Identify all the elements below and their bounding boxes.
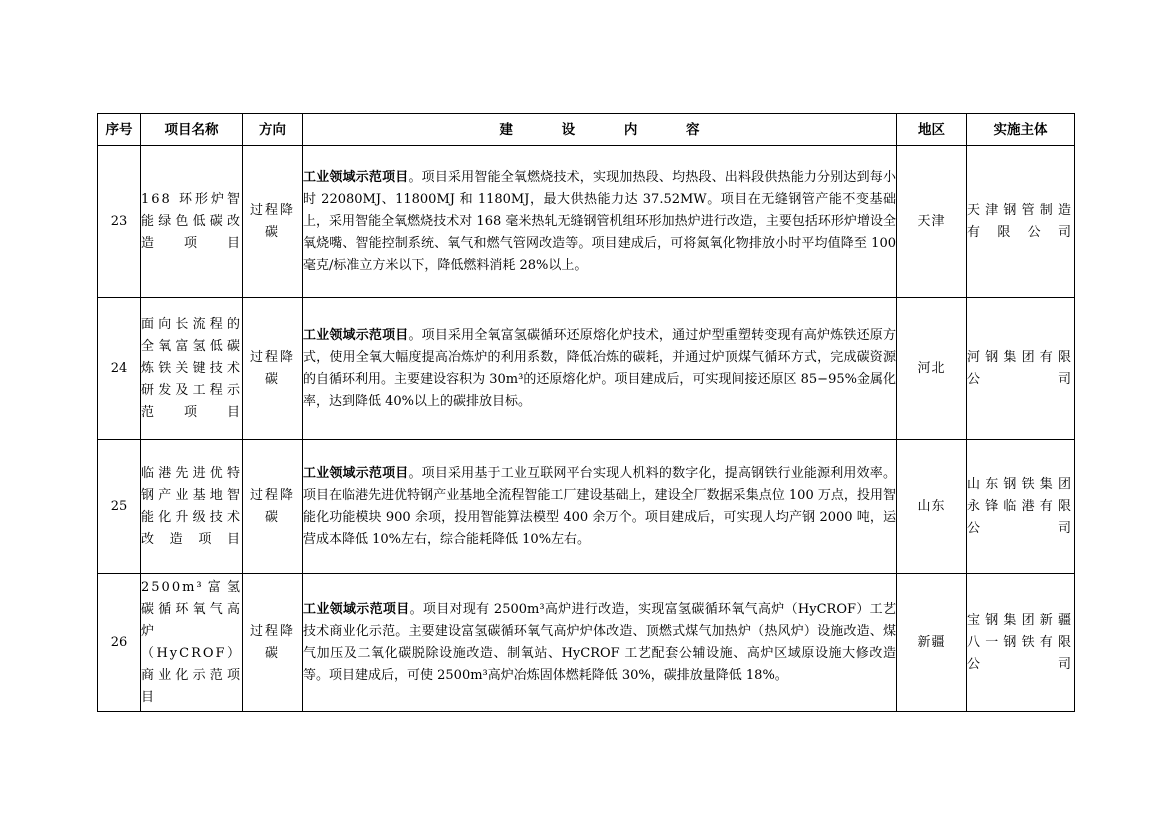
row-direction: 过程降碳 — [243, 146, 303, 298]
row-content — [303, 440, 897, 574]
table-row — [98, 574, 1075, 712]
row-region: 天津 — [897, 146, 967, 298]
row-direction: 过程降碳 — [243, 440, 303, 574]
row-name: 面向长流程的全氧富氢低碳炼铁关键技术研发及工程示范项目 — [141, 298, 243, 440]
table-row — [98, 298, 1075, 440]
row-entity: 宝钢集团新疆八一钢铁有限公司 — [967, 574, 1075, 712]
row-name: 2500m³富氢碳循环氧气高炉（HyCROF）商业化示范项目 — [141, 574, 243, 712]
row-content-text: 。项目采用智能全氧燃烧技术，实现加热段、均热段、出料段供热能力分别达到每小时 22080MJ、11800MJ 和 1180MJ，最大供热能力达 37.52MW。项目在无缝钢管产能不变基础上，采用智能全氧燃烧技术对 168 毫米热轧无缝钢管机组环形加热炉进行改造，主要包括环形炉增设全氧烧嘴、智能控制系统、氧气和燃气管网改造等。项目建成后，可将氮氧化物排放小时平均值降至 100 毫克/标准立方米以下，降低燃料消耗 28%以上。 — [303, 169, 896, 273]
row-content — [303, 574, 897, 712]
row-name: 临港先进优特钢产业基地智能化升级技术改造项目 — [141, 440, 243, 574]
row-no: 23 — [98, 146, 141, 298]
table-row — [98, 146, 1075, 298]
row-no: 24 — [98, 298, 141, 440]
row-no: 26 — [98, 574, 141, 712]
row-entity: 天津钢管制造有限公司 — [967, 146, 1075, 298]
row-direction: 过程降碳 — [243, 574, 303, 712]
row-region: 山东 — [897, 440, 967, 574]
header-content: 建 设 内 容 — [303, 114, 897, 146]
row-content-text: 。项目对现有 2500m³高炉进行改造，实现富氢碳循环氧气高炉（HyCROF）工艺技术商业化示范。主要建设富氢碳循环氧气高炉炉体改造、顶燃式煤气加热炉（热风炉）设施改造、煤气加压及二氧化碳脱除设施改造、制氧站、HyCROF 工艺配套公辅设施、高炉区域原设施大修改造等。项目建成后，可使 2500m³高炉冶炼固体燃耗降低 30%，碳排放量降低 18%。 — [303, 601, 896, 683]
row-direction: 过程降碳 — [243, 298, 303, 440]
row-tag: 工业领域示范项目 — [303, 465, 409, 481]
row-entity: 山东钢铁集团永锋临港有限公司 — [967, 440, 1075, 574]
row-tag: 工业领域示范项目 — [303, 327, 409, 343]
row-no: 25 — [98, 440, 141, 574]
row-content — [303, 146, 897, 298]
row-content-text: 。项目采用全氧富氢碳循环还原熔化炉技术，通过炉型重塑转变现有高炉炼铁还原方式，使用全氧大幅度提高冶炼炉的利用系数，降低冶炼的碳耗，并通过炉顶煤气循环方式，完成碳资源的自循环利用。主要建设容积为 30m³的还原熔化炉。项目建成后，可实现间接还原区 85−95%金属化率，达到降低 40%以上的碳排放目标。 — [303, 327, 896, 409]
row-tag: 工业领域示范项目 — [303, 601, 410, 617]
project-table — [97, 113, 1075, 712]
row-region: 河北 — [897, 298, 967, 440]
header-name: 项目名称 — [141, 114, 243, 146]
row-region: 新疆 — [897, 574, 967, 712]
header-region: 地区 — [897, 114, 967, 146]
header-entity: 实施主体 — [967, 114, 1075, 146]
table-header-row — [98, 114, 1075, 146]
row-content — [303, 298, 897, 440]
row-entity: 河钢集团有限公司 — [967, 298, 1075, 440]
header-no: 序号 — [98, 114, 141, 146]
header-direction: 方向 — [243, 114, 303, 146]
row-tag: 工业领域示范项目 — [303, 169, 409, 185]
row-content-text: 。项目采用基于工业互联网平台实现人机料的数字化，提高钢铁行业能源利用效率。项目在临港先进优特钢产业基地全流程智能工厂建设基础上，建设全厂数据采集点位 100 万点，投用智能化功能模块 900 余项，投用智能算法模型 400 余万个。项目建成后，可实现人均产钢 2000 吨，运营成本降低 10%左右，综合能耗降低 10%左右。 — [303, 465, 896, 547]
table-row — [98, 440, 1075, 574]
row-name: 168 环形炉智能绿色低碳改造项目 — [141, 146, 243, 298]
